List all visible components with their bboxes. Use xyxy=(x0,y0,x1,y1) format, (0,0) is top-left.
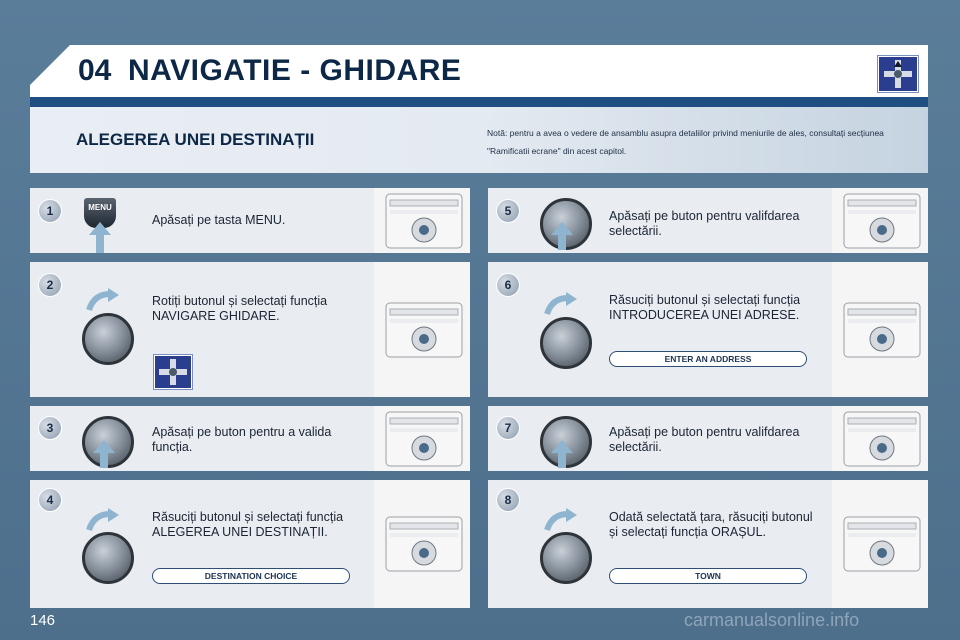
control-panel-image xyxy=(374,480,470,608)
press-arrow-icon xyxy=(558,453,566,468)
press-arrow-icon xyxy=(551,222,573,235)
step-8-text: Odată selectată țara, răsuciți butonul și selectați funcția ORAȘUL. xyxy=(609,510,813,539)
control-panel-image xyxy=(832,188,928,253)
rotary-knob-icon xyxy=(540,317,592,369)
screen-function-label: TOWN xyxy=(609,568,807,584)
rotary-knob-icon xyxy=(82,313,134,365)
control-panel-image xyxy=(832,262,928,397)
menu-key-icon: MENU xyxy=(84,198,116,228)
step-number-badge: 8 xyxy=(496,488,520,512)
step-5-text: Apăsați pe buton pentru valifdarea selectării. xyxy=(609,209,800,238)
control-panel-image xyxy=(374,188,470,253)
rotary-knob-icon xyxy=(82,532,134,584)
step-number-badge: 7 xyxy=(496,416,520,440)
press-arrow-icon xyxy=(96,235,104,253)
press-arrow-icon xyxy=(89,222,111,235)
step-number-badge: 4 xyxy=(38,488,62,512)
rotate-arrow-icon xyxy=(86,508,120,532)
screen-function-label: DESTINATION CHOICE xyxy=(152,568,350,584)
control-panel-image xyxy=(832,480,928,608)
step-4-text: Răsuciți butonul și selectați funcția ALEGEREA UNEI DESTINAȚII. xyxy=(152,510,344,539)
press-arrow-icon xyxy=(93,440,115,453)
section-title: ALEGEREA UNEI DESTINAȚII xyxy=(76,130,315,149)
chapter-title: NAVIGATIE - GHIDARE xyxy=(128,54,462,87)
step-number-badge: 3 xyxy=(38,416,62,440)
chapter-number: 04 xyxy=(78,54,112,87)
step-3-text: Apăsați pe buton pentru a valida funcția. xyxy=(152,425,332,454)
rotate-arrow-icon xyxy=(86,288,120,312)
navigation-icon xyxy=(878,56,918,92)
rotate-arrow-icon xyxy=(544,508,578,532)
screen-function-label: ENTER AN ADDRESS xyxy=(609,351,807,367)
page-number: 146 xyxy=(30,612,56,629)
rotary-knob-icon xyxy=(540,532,592,584)
step-6-text: Răsuciți butonul și selectați funcția INTRODUCEREA UNEI ADRESE. xyxy=(609,293,801,322)
navigation-icon xyxy=(154,355,192,389)
control-panel-image xyxy=(374,406,470,471)
step-1-text: Apăsați pe tasta MENU. xyxy=(152,213,286,227)
step-number-badge: 2 xyxy=(38,273,62,297)
step-2-text: Rotiți butonul și selectați funcția NAVIGARE GHIDARE. xyxy=(152,294,328,323)
press-arrow-icon xyxy=(551,440,573,453)
step-7-text: Apăsați pe buton pentru valifdarea selectării. xyxy=(609,425,800,454)
header-band xyxy=(30,97,928,107)
press-arrow-icon xyxy=(100,453,108,468)
step-number-badge: 5 xyxy=(496,199,520,223)
control-panel-image xyxy=(832,406,928,471)
section-note: Notă: pentru a avea o vedere de ansamblu asupra detaliilor privind meniurile de ales, consultați secțiunea "Ramificatii ecrane" din acest capitol. xyxy=(487,128,884,156)
control-panel-image xyxy=(374,262,470,397)
step-number-badge: 6 xyxy=(496,273,520,297)
watermark: carmanualsonline.info xyxy=(684,610,860,630)
step-number-badge: 1 xyxy=(38,199,62,223)
press-arrow-icon xyxy=(558,235,566,250)
rotate-arrow-icon xyxy=(544,292,578,316)
